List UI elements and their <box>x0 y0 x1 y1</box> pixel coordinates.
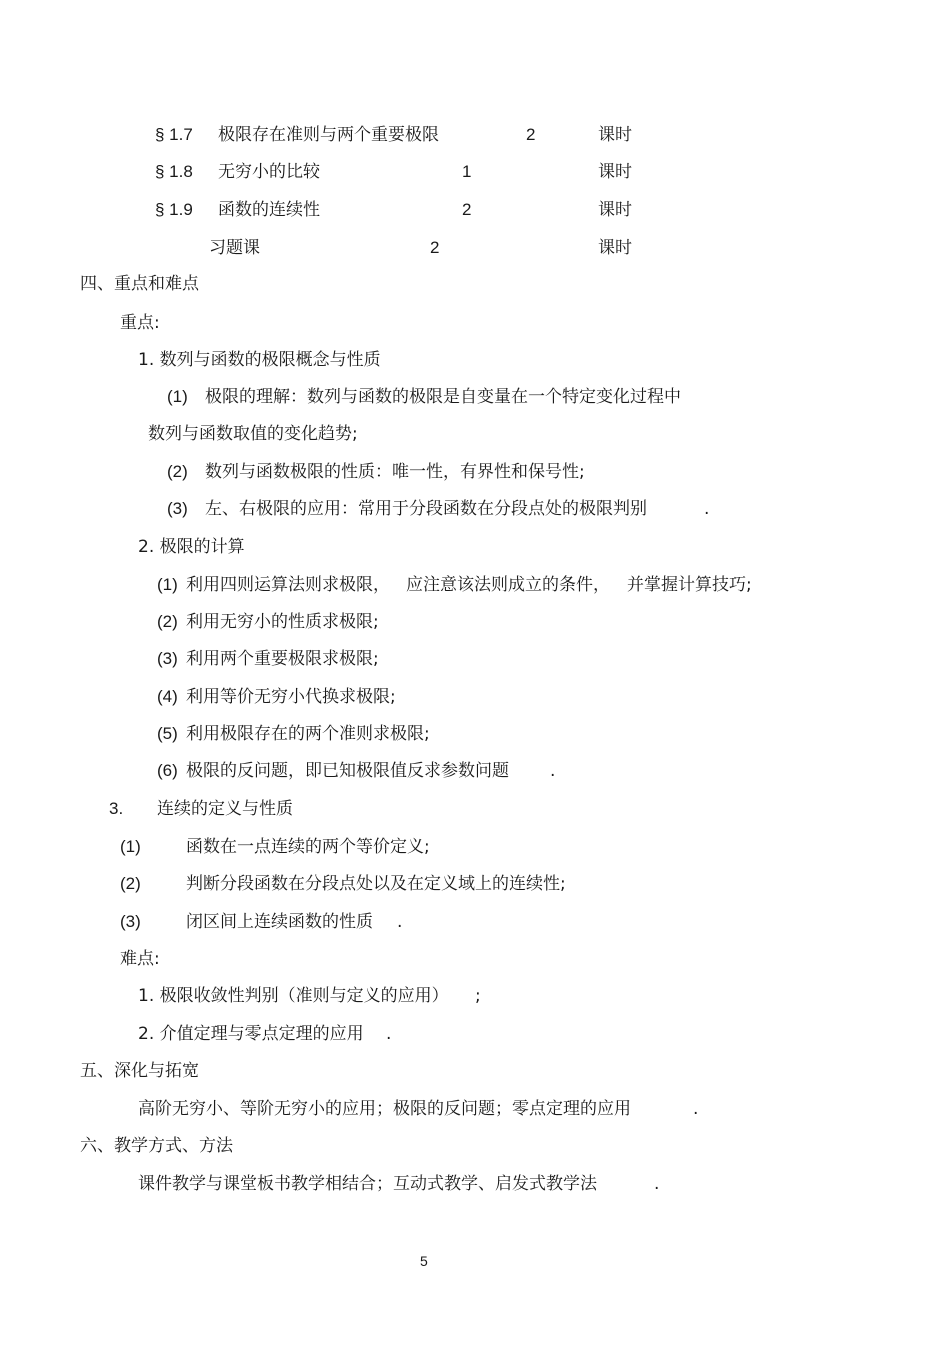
key-point-3-title: 连续的定义与性质 <box>157 799 293 819</box>
section-number: § 1.7 <box>155 125 193 144</box>
key-point-2-title: 2. 极限的计算 <box>138 537 245 557</box>
section-number: § 1.8 <box>155 162 193 181</box>
item-number: (1) <box>157 575 178 594</box>
item-text: 数列与函数极限的性质：唯一性，有界性和保号性; <box>205 462 585 482</box>
item-text: 函数在一点连续的两个等价定义; <box>186 837 430 857</box>
item-text: 利用等价无穷小代换求极限; <box>186 687 396 707</box>
item-text: 利用两个重要极限求极限; <box>186 649 379 669</box>
section-title: 无穷小的比较 <box>218 162 320 182</box>
difficulties-label: 难点: <box>120 949 160 969</box>
item-text: 极限的理解：数列与函数的极限是自变量在一个特定变化过程中 <box>205 387 681 407</box>
section-5-text: 高阶无穷小、等阶无穷小的应用；极限的反问题；零点定理的应用 <box>138 1099 631 1119</box>
item-text-continued: 数列与函数取值的变化趋势; <box>148 424 358 444</box>
section-6-period: . <box>654 1174 660 1194</box>
difficulty-tail: . <box>386 1024 392 1044</box>
item-text-part3: 并掌握计算技巧; <box>627 575 752 595</box>
item-number: (6) <box>157 761 178 780</box>
item-text: 左、右极限的应用：常用于分段函数在分段点处的极限判别 <box>205 499 647 519</box>
section-unit: 课时 <box>598 238 632 258</box>
item-text: 判断分段函数在分段点处以及在定义域上的连续性; <box>186 874 566 894</box>
section-unit: 课时 <box>598 162 632 182</box>
item-text-part2: 应注意该法则成立的条件， <box>406 575 610 595</box>
item-number: (1) <box>120 837 141 856</box>
difficulty-tail: ; <box>475 986 481 1006</box>
section-unit: 课时 <box>598 200 632 220</box>
item-number: (2) <box>167 462 188 481</box>
section-hours: 2 <box>526 125 536 144</box>
item-period: . <box>704 499 710 519</box>
item-period: . <box>397 912 403 932</box>
key-point-1-title: 1. 数列与函数的极限概念与性质 <box>138 350 381 370</box>
item-text: 利用无穷小的性质求极限; <box>186 612 379 632</box>
item-text: 利用极限存在的两个准则求极限; <box>186 724 430 744</box>
item-number: (3) <box>157 649 178 668</box>
section-hours: 1 <box>462 162 472 181</box>
item-text: 极限的反问题，即已知极限值反求参数问题 <box>186 761 509 781</box>
page-number: 5 <box>420 1253 428 1269</box>
difficulty-item: 1. 极限收敛性判别（准则与定义的应用） <box>138 986 449 1006</box>
item-number: (2) <box>157 612 178 631</box>
section-heading-4: 四、重点和难点 <box>80 274 199 294</box>
section-5-period: . <box>693 1099 699 1119</box>
item-number: (4) <box>157 687 178 706</box>
section-heading-6: 六、教学方式、方法 <box>80 1136 233 1156</box>
section-unit: 课时 <box>598 125 632 145</box>
section-hours: 2 <box>462 200 472 219</box>
item-number: (3) <box>167 499 188 518</box>
item-number: (1) <box>167 387 188 406</box>
item-text: 闭区间上连续函数的性质 <box>186 912 373 932</box>
item-period: . <box>550 761 556 781</box>
section-title: 习题课 <box>209 238 260 258</box>
section-title: 极限存在准则与两个重要极限 <box>218 125 439 145</box>
item-number: (2) <box>120 874 141 893</box>
section-title: 函数的连续性 <box>218 200 320 220</box>
section-hours: 2 <box>430 238 440 257</box>
item-number: (3) <box>120 912 141 931</box>
section-heading-5: 五、深化与拓宽 <box>80 1061 199 1081</box>
section-number: § 1.9 <box>155 200 193 219</box>
key-points-label: 重点: <box>120 313 160 333</box>
key-point-3-number: 3. <box>109 799 124 818</box>
section-6-text: 课件教学与课堂板书教学相结合；互动式教学、启发式教学法 <box>138 1174 597 1194</box>
item-text: 利用四则运算法则求极限， <box>186 575 390 595</box>
difficulty-item: 2. 介值定理与零点定理的应用 <box>138 1024 364 1044</box>
item-number: (5) <box>157 724 178 743</box>
